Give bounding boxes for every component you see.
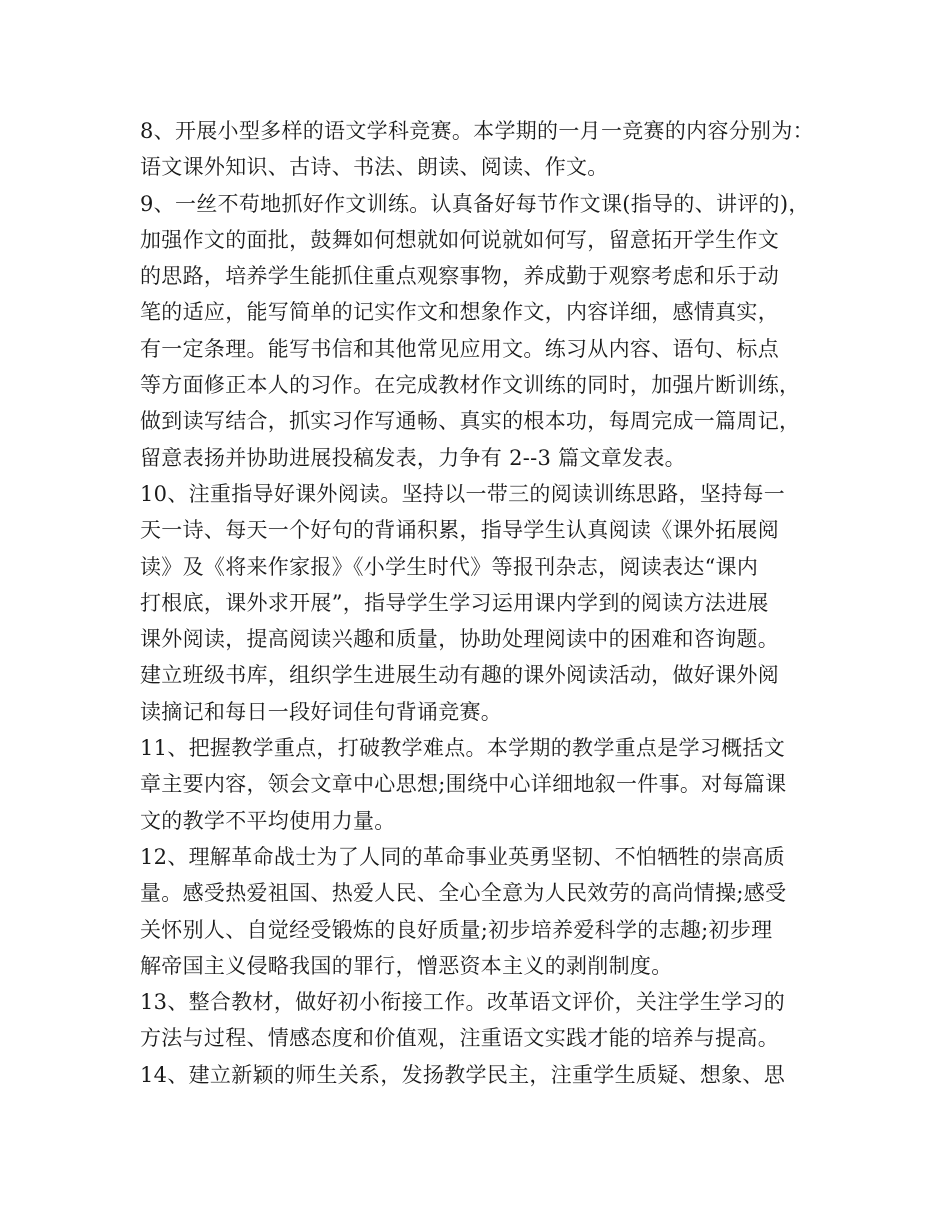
- text-line: 等方面修正本人的习作。在完成教材作文训练的同时，加强片断训练，: [140, 373, 801, 398]
- text-line: 方法与过程、情感态度和价值观，注重语文实践才能的培养与提高。: [140, 1026, 779, 1051]
- text-line: 做到读写结合，抓实习作写通畅、真实的根本功，每周完成一篇周记，: [140, 409, 801, 434]
- text-line: 课外阅读，提高阅读兴趣和质量，协助处理阅读中的困难和咨询题。: [140, 627, 779, 652]
- text-line: 建立班级书库，组织学生进展生动有趣的课外阅读活动，做好课外阅: [140, 663, 779, 688]
- text-line: 9、一丝不苟地抓好作文训练。认真备好每节作文课(指导的、讲评的)，: [140, 191, 810, 216]
- text-line: 12、理解革命战士为了人同的革命事业英勇坚韧、不怕牺牲的崇高质: [140, 844, 786, 869]
- text-line: 解帝国主义侵略我国的罪行，憎恶资本主义的剥削制度。: [140, 953, 673, 978]
- text-line: 关怀别人、自觉经受锻炼的良好质量;初步培养爱科学的志趣;初步理: [140, 917, 773, 942]
- text-line: 读摘记和每日一段好词佳句背诵竞赛。: [140, 699, 503, 724]
- text-line: 打根底，课外求开展”，指导学生学习运用课内学到的阅读方法进展: [140, 590, 769, 615]
- text-line: 10、注重指导好课外阅读。坚持以一带三的阅读训练思路，坚持每一: [140, 481, 786, 506]
- text-line: 有一定条理。能写书信和其他常见应用文。练习从内容、语句、标点: [140, 336, 779, 361]
- text-line: 的思路，培养学生能抓住重点观察事物，养成勤于观察考虑和乐于动: [140, 264, 779, 289]
- text-line: 量。感受热爱祖国、热爱人民、全心全意为人民效劳的高尚情操;感受: [140, 881, 787, 906]
- text-line: 11、把握教学重点，打破教学难点。本学期的教学重点是学习概括文: [140, 736, 786, 761]
- text-line: 文的教学不平均使用力量。: [140, 808, 396, 833]
- text-line: 14、建立新颖的师生关系，发扬教学民主，注重学生质疑、想象、思: [140, 1062, 786, 1087]
- text-line: 语文课外知识、古诗、书法、朗读、阅读、作文。: [140, 155, 609, 180]
- text-line: 13、整合教材，做好初小衔接工作。改革语文评价，关注学生学习的: [140, 990, 786, 1015]
- text-line: 读》及《将来作家报》《小学生时代》等报刊杂志，阅读表达“课内: [140, 554, 759, 579]
- document-body: [140, 113, 830, 1093]
- text-line: 加强作文的面批，鼓舞如何想就如何说就如何写，留意拓开学生作文: [140, 227, 779, 252]
- text-line: 留意表扬并协助进展投稿发表，力争有 2--3 篇文章发表。: [140, 445, 686, 470]
- text-line: 章主要内容，领会文章中心思想;围绕中心详细地叙一件事。对每篇课: [140, 772, 787, 797]
- text-line: 笔的适应，能写简单的记实作文和想象作文，内容详细，感情真实，: [140, 300, 779, 325]
- text-line: 天一诗、每天一个好句的背诵积累，指导学生认真阅读《课外拓展阅: [140, 518, 779, 543]
- text-line: 8、开展小型多样的语文学科竞赛。本学期的一月一竞赛的内容分别为：: [140, 119, 814, 143]
